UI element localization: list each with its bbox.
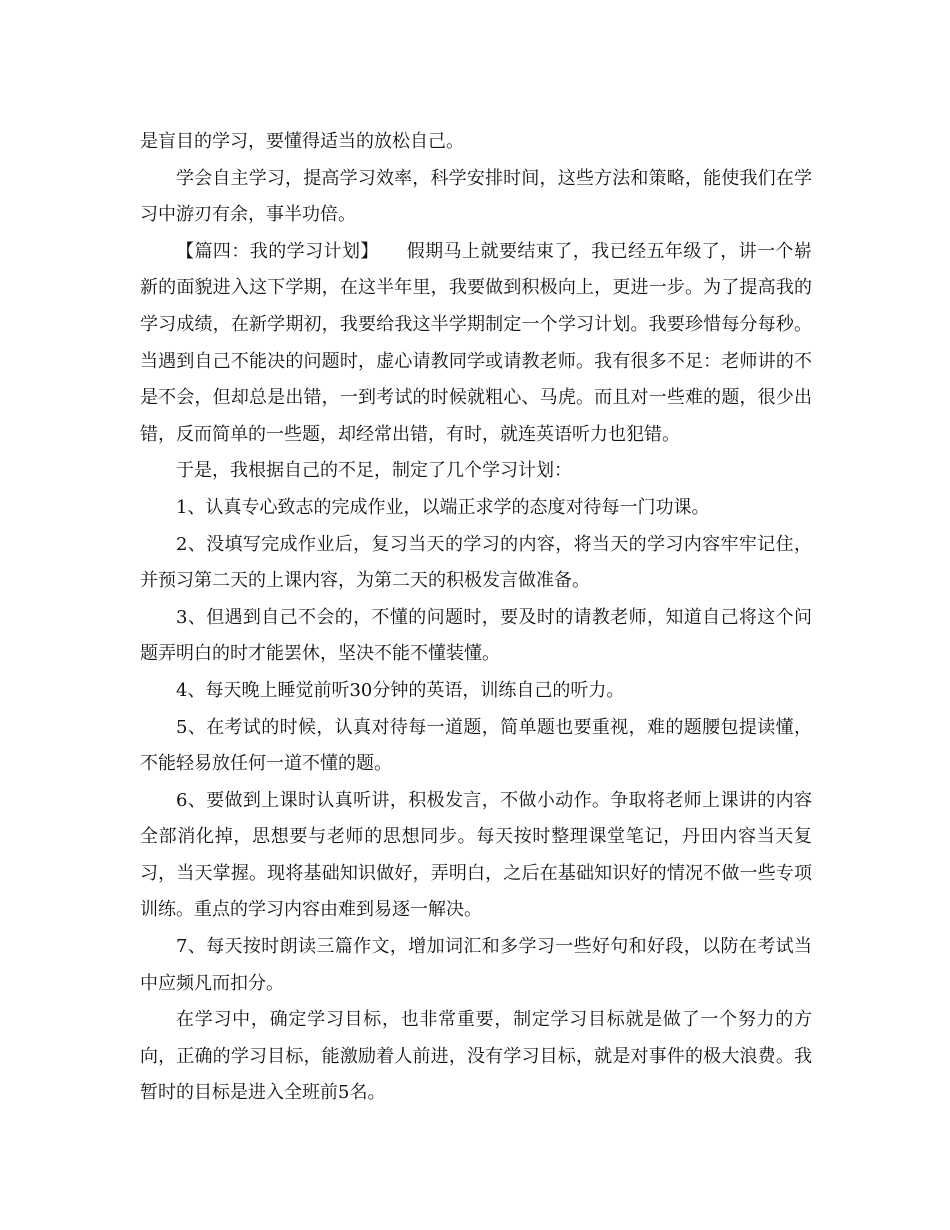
paragraph-3: 【篇四：我的学习计划】 假期马上就要结束了，我已经五年级了，讲一个崭新的面貌进入这下学期，在这半年里，我要做到积极向上，更进一步。为了提高我的学习成绩，在新学期初，我要给我这半学期制定一个学习计划。我要珍惜每分每秒。当遇到自己不能决的问题时，虚心请教同学或请教老师。我有很多不足：老师讲的不是不会，但却总是出错，一到考试的时候就粗心、马虎。而且对一些难的题，很少出错，反而简单的一些题，却经常出错，有时，就连英语听力也犯错。	[140, 240, 812, 445]
plan-item-4: 4、每天晚上睡觉前听30分钟的英语，训练自己的听力。	[176, 679, 625, 701]
paragraph-1: 是盲目的学习，要懂得适当的放松自己。	[140, 131, 464, 152]
plan-item-6: 6、要做到上课时认真听讲，积极发言，不做小动作。争取将老师上课讲的内容全部消化掉，思想要与老师的思想同步。每天按时整理课堂笔记，丹田内容当天复习，当天掌握。现将基础知识做好，弄明白，之后在基础知识好的情况不做一些专项训练。重点的学习内容由难到易逐一解决。	[140, 789, 812, 921]
plan-item-3: 3、但遇到自己不会的，不懂的问题时，要及时的请教老师，知道自己将这个问题弄明白的时才能罢休，坚决不能不懂装懂。	[140, 606, 812, 665]
paragraph-final: 在学习中，确定学习目标，也非常重要，制定学习目标就是做了一个努力的方向，正确的学习目标，能激励着人前进，没有学习目标，就是对事件的极大浪费。我暂时的目标是进入全班前5名。	[140, 1009, 812, 1104]
paragraph-4: 于是，我根据自己的不足，制定了几个学习计划：	[176, 460, 572, 482]
paragraph-2: 学会自主学习，提高学习效率，科学安排时间，这些方法和策略，能使我们在学习中游刃有余，事半功倍。	[140, 167, 812, 226]
plan-item-5: 5、在考试的时候，认真对待每一道题，简单题也要重视，难的题腰包提读懂，不能轻易放任何一道不懂的题。	[140, 716, 812, 775]
plan-item-1: 1、认真专心致志的完成作业，以端正求学的态度对待每一门功课。	[176, 496, 710, 518]
plan-item-2: 2、没填写完成作业后，复习当天的学习的内容，将当天的学习内容牢牢记住，并预习第二天的上课内容，为第二天的积极发言做准备。	[140, 533, 812, 592]
document-body	[140, 124, 812, 1112]
plan-item-7: 7、每天按时朗读三篇作文，增加词汇和多学习一些好句和好段，以防在考试当中应频凡而扣分。	[140, 936, 812, 994]
